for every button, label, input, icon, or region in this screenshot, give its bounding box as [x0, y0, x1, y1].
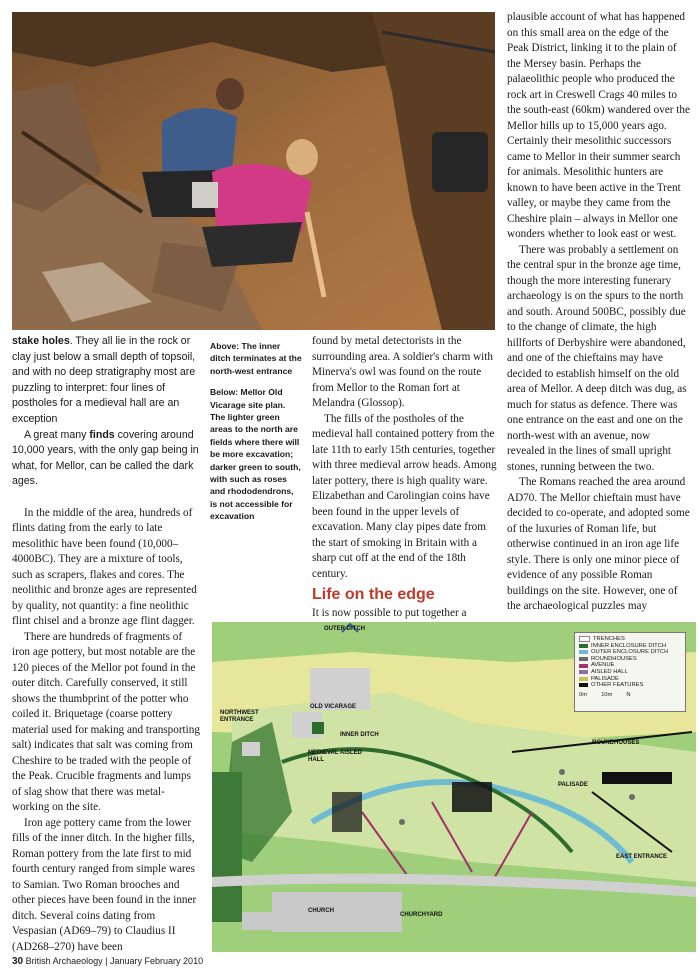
column-right — [507, 10, 690, 615]
north-arrow-icon: N — [626, 691, 631, 698]
legend-swatch-inner-ditch — [579, 644, 588, 648]
flints-paragraph: In the middle of the area, hundreds of flints dating from the early to late mesolithic have been found (10,000–4000BC). They are a mixture of tools, such as scrapers, flakes and cores. The neolithic and bronze ages are represented by quality, not quantity: a fine neolithic flint chisel and a bronze age flint dagger. — [12, 506, 197, 628]
legend-item — [579, 662, 681, 669]
label-medieval-hall: MEDIEVAL AISLED HALL — [308, 750, 362, 763]
legend-swatch-other — [579, 683, 588, 687]
pottery-paragraph: There are hundreds of fragments of iron age pottery, but most notable are the 120 pieces of the Mellor pot found in the outer ditch. Carefully conserved, it still shows the thumbprint of the potter who coiled it. Briquetage (coarse pottery material used for making and transporting salt) indicates that salt was coming from Cheshire to be traded with the people of the Peak. Crucible fragments and lumps of slag show that there was metal-working on the site. — [12, 630, 200, 814]
legend-item — [579, 649, 681, 656]
romans-paragraph: The Romans reached the area around AD70. The Mellor chieftain must have decided to co-operate, and adopted some of the luxuries of Roman life, but otherwise continued in an iron age life style. There is only one minor piece of evidence of any possible Roman buildings on the site. However, one of the archaeological puzzles may — [507, 476, 690, 612]
legend-swatch-palisade — [579, 677, 588, 681]
legend-label: INNER ENCLOSURE DITCH — [591, 642, 667, 649]
legend-scale — [579, 692, 681, 699]
caption-column — [210, 340, 302, 532]
page-number: 30 — [12, 956, 24, 967]
finds-bold: finds — [89, 428, 115, 441]
label-northwest-entrance: NORTHWEST ENTRANCE — [220, 710, 259, 723]
legend-item — [579, 676, 681, 683]
label-old-vicarage: OLD VICARAGE — [310, 704, 357, 710]
label-inner-ditch: INNER DITCH — [340, 732, 379, 738]
map-legend — [574, 632, 686, 712]
page-footer — [12, 956, 203, 967]
legend-swatch-avenue — [579, 664, 588, 668]
legend-item — [579, 682, 681, 689]
scale-ten: 10m — [601, 691, 613, 698]
bronze-age-paragraph: There was probably a settlement on the central spur in the bronze age time, though the more interesting funerary archaeology is on the spurs to the north and south. Around 500BC, possibly due to the change of climate, the high hillforts of Derbyshire were abandoned, and one of the chieftains may have decided to establish himself on the old area of Mellor. A deep ditch was dug, as much for status as defence. There was one entrance on the east and one on the north-west with an avenue, now revealed in the lines of small upright stones, running between the two. — [507, 243, 687, 473]
label-roundhouses: ROUNDHOUSES — [592, 740, 640, 746]
legend-item — [579, 669, 681, 676]
detectorists-paragraph: found by metal detectorists in the surrounding area. A soldier's charm with Minerva's owl was found on the route from Mellor to the Roman fort at Melandra (Glossop). — [312, 335, 493, 409]
label-church: CHURCH — [308, 908, 334, 914]
legend-label: PALISADE — [591, 675, 619, 682]
section-heading: Life on the edge — [312, 586, 435, 603]
footer-text: British Archaeology | January February 2010 — [25, 956, 204, 966]
iron-age-paragraph: Iron age pottery came from the lower fills of the inner ditch. In the higher fills, Roman pottery from the late first to mid fourth century ranged from simple wares to Samian. Two Roman brooches and other pieces have been found in the inner ditch. Several coins dating from Vespasian (AD69–79) to Claudius II (AD268–270) have been — [12, 816, 197, 953]
label-palisade: PALISADE — [558, 782, 588, 788]
postholes-paragraph: The fills of the postholes of the medieval hall contained pottery from the late 11th to early 15th centuries, together with three medieval arrow heads. Among later pottery, there is high quality ware. Elizabethan and Carolingian coins have been found in the upper levels of excavation. Many clay pipes date from the start of smoking in Britain with a sharp cut off at the end of the 18th century. — [312, 412, 497, 580]
label-outer-ditch: OUTER DITCH — [324, 626, 365, 632]
finds-text-a: A great many — [24, 428, 90, 441]
legend-label: ROUNDHOUSES — [591, 655, 637, 662]
scale-zero: 0m — [579, 691, 588, 698]
caption-below: Below: Mellor Old Vicarage site plan. The lighter green areas to the north are fields where there will be more excavation; darker green to south, with such as roses and rhododendrons, is not accessible for excavation — [210, 387, 301, 522]
legend-swatch-roundhouses — [579, 657, 588, 661]
intro-paragraph — [12, 334, 202, 428]
legend-label: OTHER FEATURES — [591, 682, 644, 689]
life-edge-paragraph: It is now possible to put together a — [312, 607, 467, 619]
plausible-paragraph: plausible account of what has happened on this small area on the edge of the Peak District, linking it to the plain of the Mersey basin. Perhaps the palaeolithic people who produced the rock art in Creswell Crags 40 miles to the south-east (60km) wandered over the Mellor hills up to 15,000 years ago. Certainly their mesolithic successors came to Mellor in their summer search for animals. Mesolithic hunters are known to have been active in the Trent valley, or maybe they came from the Cheshire plain – always in Mellor one wonders whether to look east or west. — [507, 11, 690, 240]
label-east-entrance: EAST ENTRANCE — [616, 854, 668, 860]
finds-text-b: covering around 10,000 years, with the only gap being in what, for Mellor, can be called the dark ages. — [12, 428, 199, 488]
intro-rest: . They all lie in the rock or clay just below a small depth of topsoil, and with no deep stratigraphy most are puzzling to interpret: four lines of postholes for a medieval hall are an exception — [12, 335, 196, 425]
column-left — [12, 334, 202, 955]
caption-above: Above: The inner ditch terminates at the north-west entrance — [210, 341, 302, 376]
intro-bold: stake holes — [12, 335, 70, 347]
legend-label: AVENUE — [591, 662, 615, 669]
column-middle — [312, 334, 502, 622]
legend-item — [579, 643, 681, 650]
legend-label: AISLED HALL — [591, 668, 628, 675]
legend-swatch-outer-ditch — [579, 650, 588, 654]
site-plan-map — [212, 622, 696, 952]
legend-label: TRENCHES — [593, 636, 625, 642]
legend-label: OUTER ENCLOSURE DITCH — [591, 649, 669, 656]
excavation-photo — [12, 12, 495, 330]
label-churchyard: CHURCHYARD — [400, 912, 443, 918]
finds-paragraph — [12, 428, 202, 490]
legend-item — [579, 636, 681, 643]
legend-item — [579, 656, 681, 663]
legend-swatch-aisled-hall — [579, 670, 588, 674]
legend-swatch-trenches — [579, 636, 590, 642]
